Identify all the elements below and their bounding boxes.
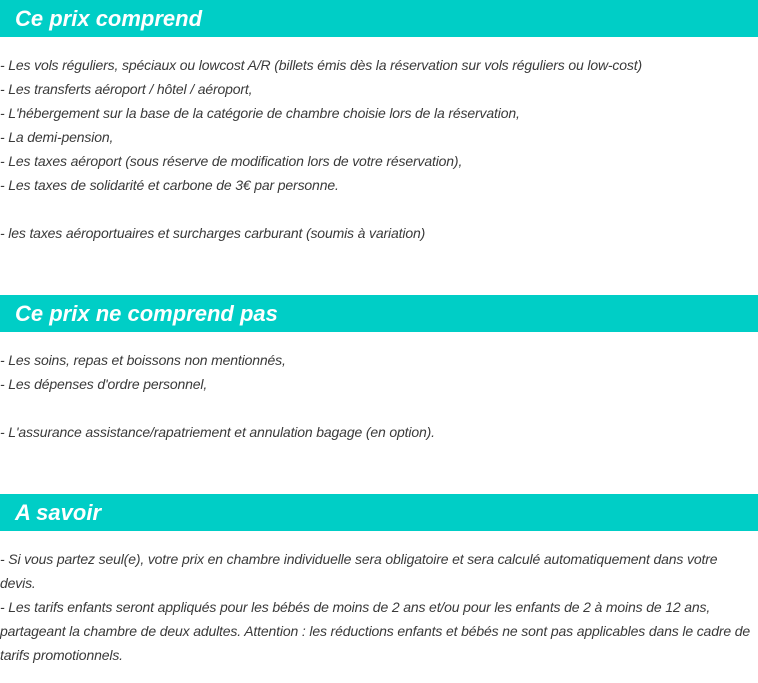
included-item: - La demi-pension, — [0, 129, 114, 145]
included-item: - Les taxes aéroport (sous réserve de modification lors de votre réservation), — [0, 153, 463, 169]
blank-line — [0, 396, 756, 420]
blank-line — [0, 197, 756, 221]
included-item: - Les transferts aéroport / hôtel / aéroport, — [0, 81, 253, 97]
section-body-a-savoir — [0, 547, 756, 667]
section-title-a-savoir: A savoir — [0, 494, 758, 531]
excluded-item: - Les dépenses d'ordre personnel, — [0, 376, 208, 392]
section-body-ce-prix-ne-comprend-pas — [0, 348, 756, 444]
included-item: - Les vols réguliers, spéciaux ou lowcost A/R (billets émis dès la réservation sur vols réguliers ou low-cost) — [0, 57, 643, 73]
section-body-ce-prix-comprend — [0, 53, 756, 245]
excluded-item: - Les soins, repas et boissons non mentionnés, — [0, 352, 286, 368]
section-title-ce-prix-comprend: Ce prix comprend — [0, 0, 758, 37]
section-title-ce-prix-ne-comprend-pas: Ce prix ne comprend pas — [0, 295, 758, 332]
info-item: - Les tarifs enfants seront appliqués pour les bébés de moins de 2 ans et/ou pour les enfants de 2 à moins de 12 ans, partageant la chambre de deux adultes. Attention : les réductions enfants et bébés ne sont pas applicables dans le cadre de tarifs promotionnels. — [0, 599, 750, 663]
excluded-item: - L'assurance assistance/rapatriement et annulation bagage (en option). — [0, 424, 435, 440]
included-item: - les taxes aéroportuaires et surcharges carburant (soumis à variation) — [0, 225, 426, 241]
included-item: - Les taxes de solidarité et carbone de 3€ par personne. — [0, 177, 339, 193]
included-item: - L'hébergement sur la base de la catégorie de chambre choisie lors de la réservation, — [0, 105, 520, 121]
info-item: - Si vous partez seul(e), votre prix en chambre individuelle sera obligatoire et sera calculé automatiquement dans votre devis. — [0, 551, 718, 591]
